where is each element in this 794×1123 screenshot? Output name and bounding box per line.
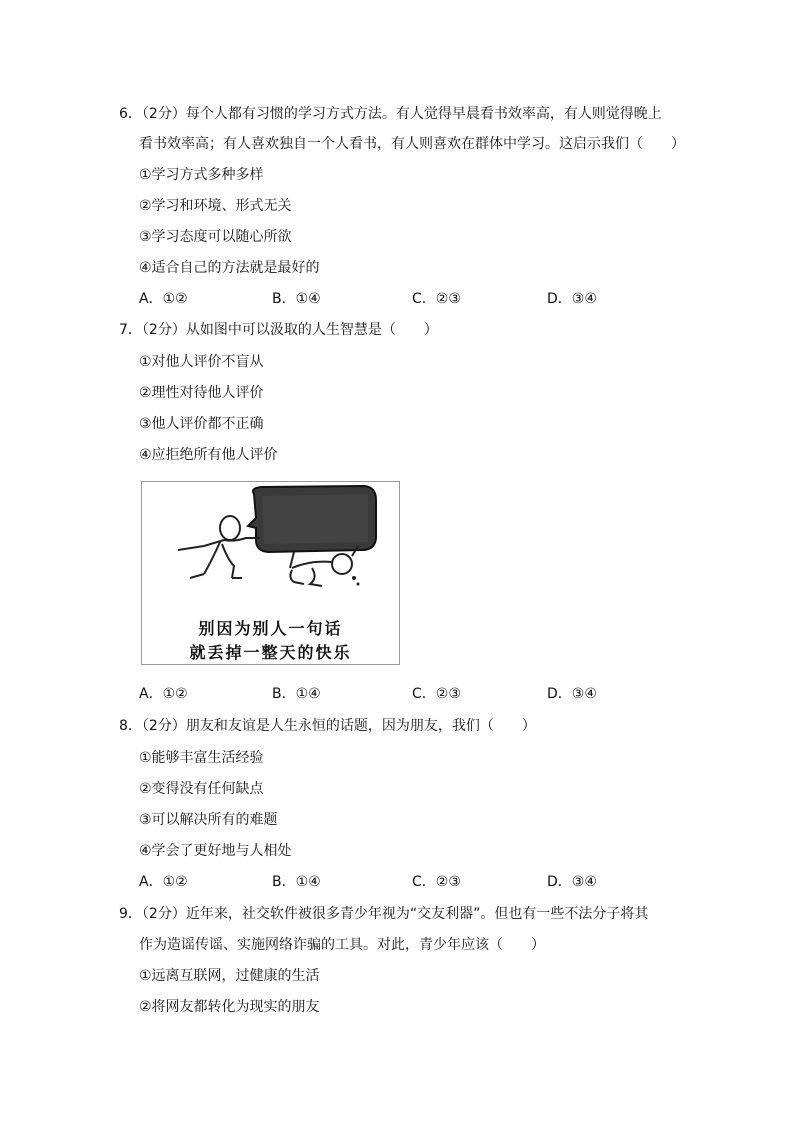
q6-choice-b[interactable]: B．①④ [272, 291, 321, 307]
q7-cartoon-image [141, 481, 400, 665]
q6-item-3: ③学习态度可以随心所欲 [139, 229, 292, 245]
q8-choice-a[interactable]: A．①② [139, 874, 188, 890]
q6-stem-line1: 6．（2分）每个人都有习惯的学习方式方法。有人觉得早晨看书效率高，有人则觉得晚上 [119, 106, 662, 122]
q8-choice-b[interactable]: B．①④ [272, 874, 321, 890]
cartoon-caption-line2: 就丢掉一整天的快乐 [189, 643, 352, 662]
q7-item-3: ③他人评价都不正确 [139, 416, 264, 432]
q8-choice-c[interactable]: C．②③ [412, 874, 461, 890]
q6-choice-a[interactable]: A．①② [139, 291, 188, 307]
q8-item-2: ②变得没有任何缺点 [139, 781, 264, 797]
q6-stem-line2: 看书效率高；有人喜欢独自一个人看书，有人则喜欢在群体中学习。这启示我们（ ） [139, 136, 685, 152]
q6-choice-d[interactable]: D．③④ [547, 291, 597, 307]
q7-item-2: ②理性对待他人评价 [139, 385, 264, 401]
q7-choice-d[interactable]: D．③④ [547, 686, 597, 702]
q8-item-3: ③可以解决所有的难题 [139, 812, 278, 828]
q6-item-4: ④适合自己的方法就是最好的 [139, 260, 320, 276]
q7-item-4: ④应拒绝所有他人评价 [139, 447, 278, 463]
q9-item-1: ①远离互联网，过健康的生活 [139, 968, 320, 984]
q8-stem-line1: 8．（2分）朋友和友谊是人生永恒的话题，因为朋友，我们（ ） [119, 718, 536, 734]
q8-choice-d[interactable]: D．③④ [547, 874, 597, 890]
q8-item-4: ④学会了更好地与人相处 [139, 843, 292, 859]
q9-stem-line1: 9．（2分）近年来，社交软件被很多青少年视为“交友利器”。但也有一些不法分子将其 [119, 906, 649, 922]
q6-item-1: ①学习方式多种多样 [139, 167, 264, 183]
q7-choice-b[interactable]: B．①④ [272, 686, 321, 702]
cartoon-caption-line1: 别因为别人一句话 [198, 619, 343, 638]
q7-choice-a[interactable]: A．①② [139, 686, 188, 702]
q9-stem-line2: 作为造谣传谣、实施网络诈骗的工具。对此，青少年应该（ ） [139, 937, 545, 953]
q7-item-1: ①对他人评价不盲从 [139, 354, 264, 370]
q8-item-1: ①能够丰富生活经验 [139, 750, 264, 766]
q7-stem-line1: 7．（2分）从如图中可以汲取的人生智慧是（ ） [119, 322, 438, 338]
q6-choice-c[interactable]: C．②③ [412, 291, 461, 307]
q9-item-2: ②将网友都转化为现实的朋友 [139, 999, 320, 1015]
q7-choice-c[interactable]: C．②③ [412, 686, 461, 702]
q6-item-2: ②学习和环境、形式无关 [139, 198, 292, 214]
